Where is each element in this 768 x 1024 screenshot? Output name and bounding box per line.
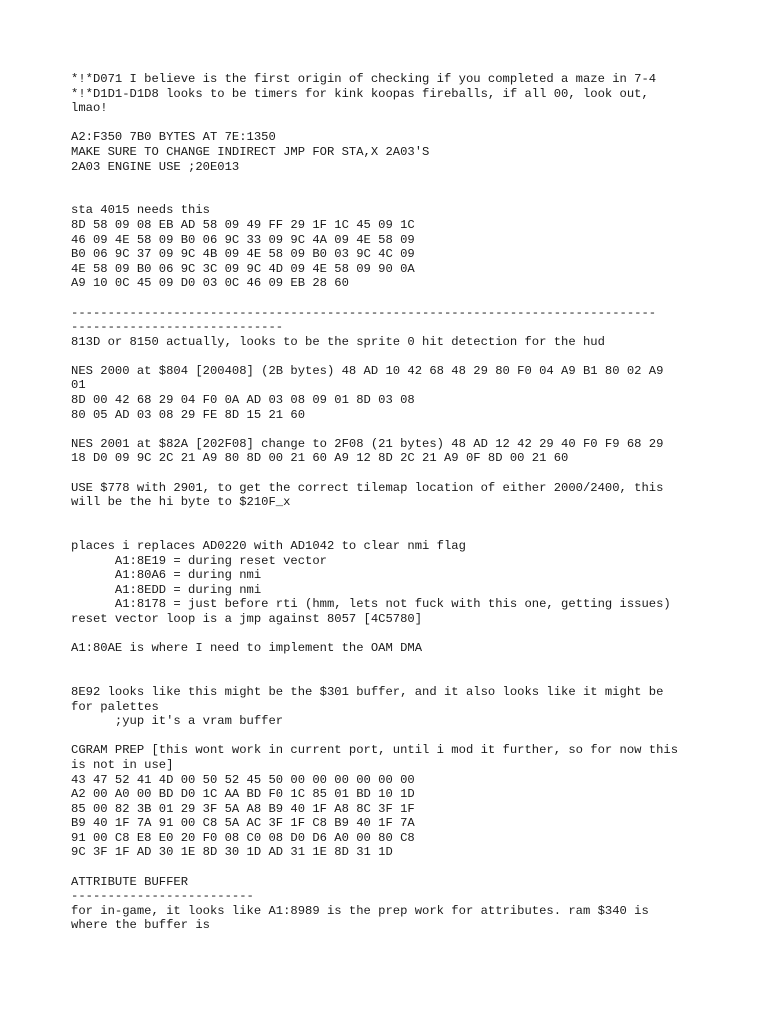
text-line: A1:8EDD = during nmi [71,582,262,597]
text-line: A1:80AE is where I need to implement the OAM DMA [71,641,423,656]
text-line: 9C 3F 1F AD 30 1E 8D 30 1D AD 31 1E 8D 31 1D [71,845,393,860]
text-line: will be the hi byte to $210F_x [71,495,291,510]
text-line: B9 40 1F 7A 91 00 C8 5A AC 3F 1F C8 B9 40 1F 7A [71,816,415,831]
document-page [71,72,711,933]
text-line: USE $778 with 2901, to get the correct tilemap location of either 2000/2400, this [71,480,664,495]
text-line: where the buffer is [71,918,210,933]
text-line: *!*D071 I believe is the first origin of checking if you completed a maze in 7-4 [71,72,657,86]
text-line: MAKE SURE TO CHANGE INDIRECT JMP FOR STA,X 2A03'S [71,144,430,159]
text-line: 18 D0 09 9C 2C 21 A9 80 8D 00 21 60 A9 12 8D 2C 21 A9 0F 8D 00 21 60 [71,451,569,466]
blank-line [71,860,711,875]
text-line: NES 2001 at $82A [202F08] change to 2F08 (21 bytes) 48 AD 12 42 29 40 F0 F9 68 29 [71,436,664,451]
text-line: 8D 00 42 68 29 04 F0 0A AD 03 08 09 01 8D 03 08 [71,393,415,408]
text-line: 8E92 looks like this might be the $301 buffer, and it also looks like it might be [71,684,664,699]
text-line: NES 2000 at $804 [200408] (2B bytes) 48 AD 10 42 68 48 29 80 F0 04 A9 B1 80 02 A9 [71,363,664,378]
text-line: is not in use] [71,757,174,772]
text-line: sta 4015 needs this [71,203,210,218]
text-line: 2A03 ENGINE USE ;20E013 [71,159,240,174]
text-line: A1:8E19 = during reset vector [71,553,327,568]
text-line: 01 [71,378,86,393]
blank-line [71,174,711,189]
text-line: 85 00 82 3B 01 29 3F 5A A8 B9 40 1F A8 8C 3F 1F [71,801,415,816]
text-line: places i replaces AD0220 with AD1042 to clear nmi flag [71,539,466,553]
blank-line [71,670,711,685]
text-line: 46 09 4E 58 09 B0 06 9C 33 09 9C 4A 09 4E 58 09 [71,232,415,247]
text-line: 43 47 52 41 4D 00 50 52 45 50 00 00 00 00 00 00 [71,772,415,787]
text-line: ATTRIBUTE BUFFER [71,874,189,889]
blank-line [71,510,711,525]
blank-line [71,116,711,131]
text-line: *!*D1D1-D1D8 looks to be timers for kink koopas fireballs, if all 00, look out, [71,86,649,101]
text-line: lmao! [71,101,108,116]
blank-line [71,729,711,744]
blank-line [71,524,711,539]
text-line: for in-game, it looks like A1:8989 is the prep work for attributes. ram $340 is [71,903,649,918]
text-line: 813D or 8150 actually, looks to be the sprite 0 hit detection for the hud [71,334,605,349]
text-line: A2 00 A0 00 BD D0 1C AA BD F0 1C 85 01 BD 10 1D [71,787,415,802]
text-line: 91 00 C8 E8 E0 20 F0 08 C0 08 D0 D6 A0 00 80 C8 [71,830,415,845]
text-line: ;yup it's a vram buffer [71,714,284,729]
blank-line [71,656,711,671]
text-line: 4E 58 09 B0 06 9C 3C 09 9C 4D 09 4E 58 09 90 0A [71,261,415,276]
text-line: for palettes [71,699,159,714]
text-line: A2:F350 7B0 BYTES AT 7E:1350 [71,130,276,145]
blank-line [71,422,711,437]
text-line: ------------------------- [71,889,254,904]
text-line: A1:8178 = just before rti (hmm, lets not fuck with this one, getting issues) [71,597,671,612]
blank-line [71,466,711,481]
text-line: 8D 58 09 08 EB AD 58 09 49 FF 29 1F 1C 45 09 1C [71,217,415,232]
blank-line [71,291,711,306]
text-line: B0 06 9C 37 09 9C 4B 09 4E 58 09 B0 03 9C 4C 09 [71,247,415,262]
text-line: A9 10 0C 45 09 D0 03 0C 46 09 EB 28 60 [71,276,349,291]
text-line: 80 05 AD 03 08 29 FE 8D 15 21 60 [71,407,306,422]
text-line: A1:80A6 = during nmi [71,568,262,583]
text-line: -------------------------------------------------------------------------------- [71,305,657,320]
document-text [71,72,711,933]
blank-line [71,349,711,364]
text-line: reset vector loop is a jmp against 8057 [4C5780] [71,611,423,626]
blank-line [71,189,711,204]
blank-line [71,627,711,642]
text-line: ----------------------------- [71,320,284,335]
text-line: CGRAM PREP [this wont work in current port, until i mod it further, so for now this [71,743,679,758]
